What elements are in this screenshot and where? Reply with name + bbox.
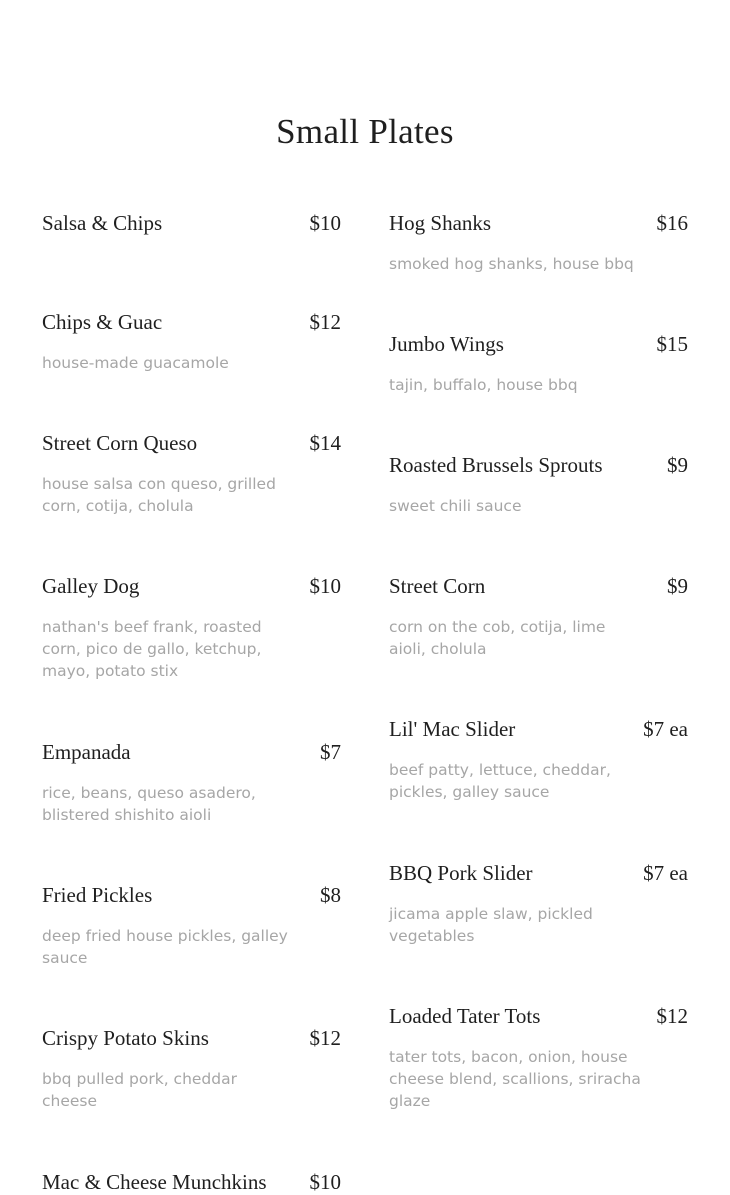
item-price: $10 [309, 211, 341, 235]
menu-item-bbq-pork-slider [389, 860, 688, 947]
menu-item-roasted-brussels-sprouts [389, 452, 688, 517]
section-title: Small Plates [276, 112, 454, 151]
item-price: $7 ea [643, 717, 688, 741]
menu-item-galley-dog [42, 573, 341, 682]
item-description: bbq pulled pork, cheddar cheese [42, 1070, 237, 1110]
menu-item-jumbo-wings [389, 331, 688, 396]
menu-item-street-corn-queso [42, 430, 341, 517]
item-description: rice, beans, queso asadero, blistered shishito aioli [42, 784, 256, 824]
item-name: Lil' Mac Slider [389, 717, 516, 741]
menu-item-empanada [42, 739, 341, 826]
menu-item-chips-guac [42, 309, 341, 374]
item-name: Fried Pickles [42, 883, 153, 907]
item-description: corn on the cob, cotija, lime aioli, cholula [389, 618, 606, 658]
menu-item-salsa-chips [42, 210, 341, 236]
item-name: Empanada [42, 740, 131, 764]
item-description: jicama apple slaw, pickled vegetables [389, 905, 593, 945]
item-description: tajin, buffalo, house bbq [389, 376, 578, 394]
menu-item-lil-mac-slider [389, 716, 688, 803]
item-price: $10 [309, 1170, 341, 1194]
item-price: $12 [656, 1004, 688, 1028]
item-price: $7 ea [643, 861, 688, 885]
item-price: $7 [320, 740, 341, 764]
item-name: Salsa & Chips [42, 211, 163, 235]
item-price: $15 [656, 332, 688, 356]
item-price: $12 [309, 1026, 341, 1050]
item-description: deep fried house pickles, galley sauce [42, 927, 288, 967]
menu-item-hog-shanks [389, 210, 688, 275]
item-price: $8 [320, 883, 341, 907]
item-description: sweet chili sauce [389, 497, 522, 515]
item-description: nathan's beef frank, roasted corn, pico de gallo, ketchup, mayo, potato stix [42, 618, 262, 680]
item-name: Street Corn Queso [42, 431, 198, 455]
menu-item-street-corn [389, 573, 688, 660]
menu-item-mac-cheese-munchkins [42, 1169, 341, 1195]
item-price: $9 [667, 453, 688, 477]
item-name: BBQ Pork Slider [389, 861, 533, 885]
item-name: Crispy Potato Skins [42, 1026, 209, 1050]
item-name: Chips & Guac [42, 310, 163, 334]
item-description: house-made guacamole [42, 354, 229, 372]
item-description: house salsa con queso, grilled corn, cotija, cholula [42, 475, 276, 515]
menu-item-crispy-potato-skins [42, 1025, 341, 1112]
item-description: smoked hog shanks, house bbq [389, 255, 634, 273]
menu-item-fried-pickles [42, 882, 341, 969]
item-name: Mac & Cheese Munchkins [42, 1170, 267, 1194]
item-name: Hog Shanks [389, 211, 492, 235]
item-price: $14 [309, 431, 341, 455]
item-name: Street Corn [389, 574, 486, 598]
item-price: $16 [656, 211, 688, 235]
item-name: Jumbo Wings [389, 332, 504, 356]
item-price: $9 [667, 574, 688, 598]
item-description: tater tots, bacon, onion, house cheese blend, scallions, sriracha glaze [389, 1048, 641, 1110]
item-price: $12 [309, 310, 341, 334]
menu-item-loaded-tater-tots [389, 1003, 688, 1112]
item-name: Loaded Tater Tots [389, 1004, 541, 1028]
item-description: beef patty, lettuce, cheddar, pickles, galley sauce [389, 761, 611, 801]
item-name: Roasted Brussels Sprouts [389, 453, 603, 477]
item-name: Galley Dog [42, 574, 140, 598]
item-price: $10 [309, 574, 341, 598]
